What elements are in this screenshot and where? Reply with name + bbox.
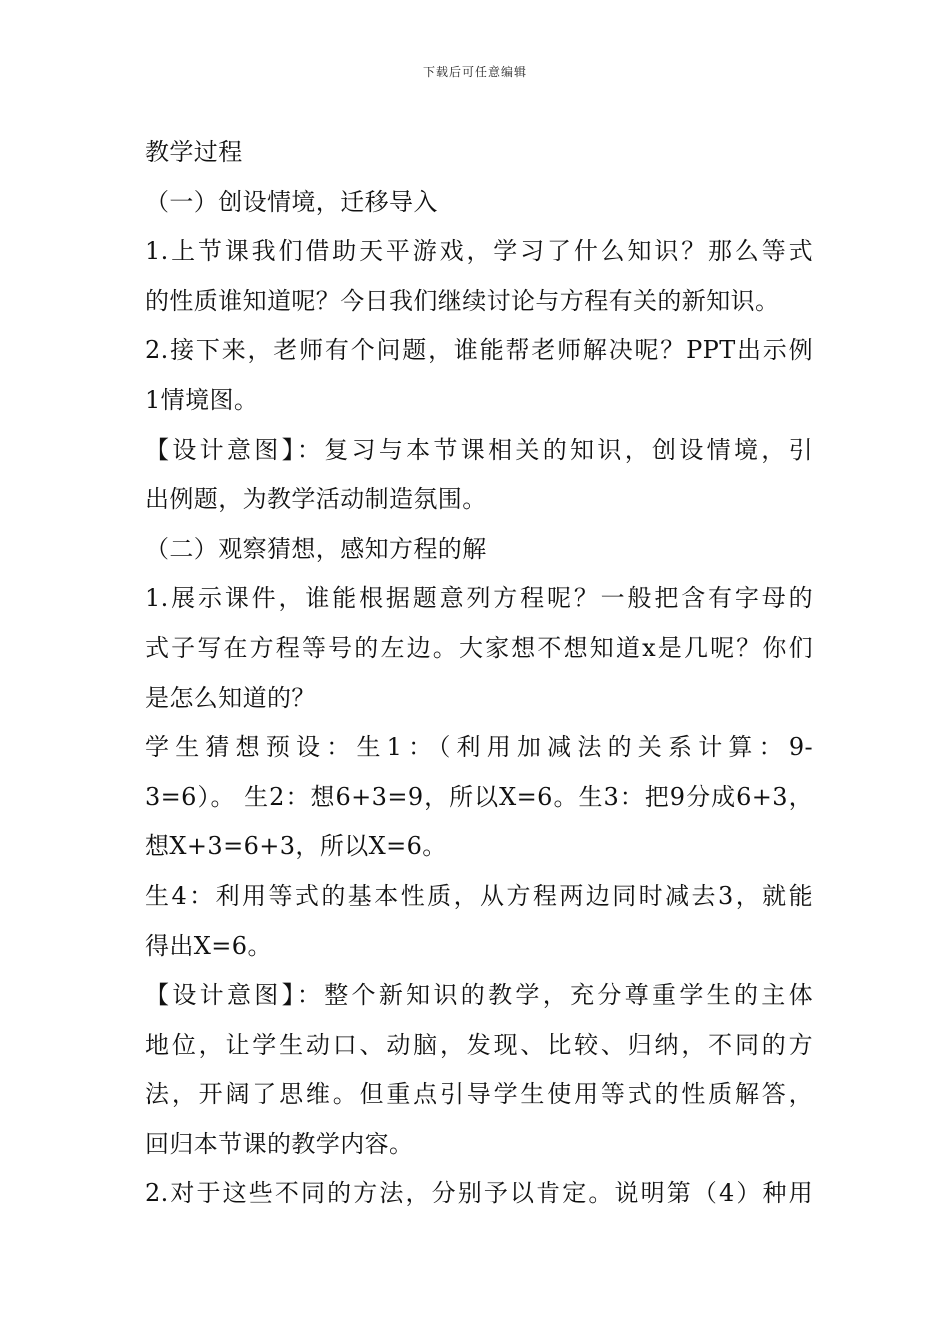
- design-intent-line: 地位，让学生动口、动脑，发现、比较、归纳，不同的方: [145, 1030, 813, 1059]
- paragraph-line: 的性质谁知道呢？今日我们继续讨论与方程有关的新知识。: [145, 286, 780, 315]
- paragraph-line: 学生猜想预设：生1：（利用加减法的关系计算：9-: [145, 733, 813, 762]
- paragraph-line: 得出X=6。: [145, 931, 272, 960]
- document-body: [145, 128, 813, 1219]
- paragraph-line: 1.上节课我们借助天平游戏，学习了什么知识？那么等式: [145, 237, 813, 266]
- subsection-heading: （二）观察猜想，感知方程的解: [145, 534, 487, 563]
- subsection-heading: （一）创设情境，迁移导入: [145, 187, 438, 216]
- design-intent-line: 【设计意图】：复习与本节课相关的知识，创设情境，引: [145, 435, 813, 464]
- page-header: 下载后可任意编辑: [422, 65, 527, 79]
- paragraph-line: 是怎么知道的？: [145, 683, 316, 712]
- paragraph-line: 1.展示课件，谁能根据题意列方程呢？一般把含有字母的: [145, 584, 813, 613]
- design-intent-line: 【设计意图】：整个新知识的教学，充分尊重学生的主体: [145, 981, 813, 1010]
- design-intent-line: 出例题，为教学活动制造氛围。: [145, 485, 487, 514]
- paragraph-line: 1情境图。: [145, 385, 259, 414]
- paragraph-line: 想X+3=6+3，所以X=6。: [145, 832, 447, 861]
- paragraph-line: 3=6）。 生2：想6+3=9，所以X=6。生3：把9分成6+3，: [145, 782, 813, 811]
- paragraph-line: 2.对于这些不同的方法，分别予以肯定。说明第（4）种用: [145, 1179, 813, 1208]
- section-title: 教学过程: [145, 138, 243, 166]
- design-intent-line: 法，开阔了思维。但重点引导学生使用等式的性质解答，: [145, 1080, 813, 1109]
- paragraph-line: 2.接下来，老师有个问题，谁能帮老师解决呢？PPT出示例: [145, 336, 813, 365]
- paragraph-line: 式子写在方程等号的左边。大家想不想知道x是几呢？你们: [145, 633, 813, 662]
- design-intent-line: 回归本节课的教学内容。: [145, 1129, 414, 1158]
- paragraph-line: 生4：利用等式的基本性质，从方程两边同时减去3，就能: [145, 881, 813, 910]
